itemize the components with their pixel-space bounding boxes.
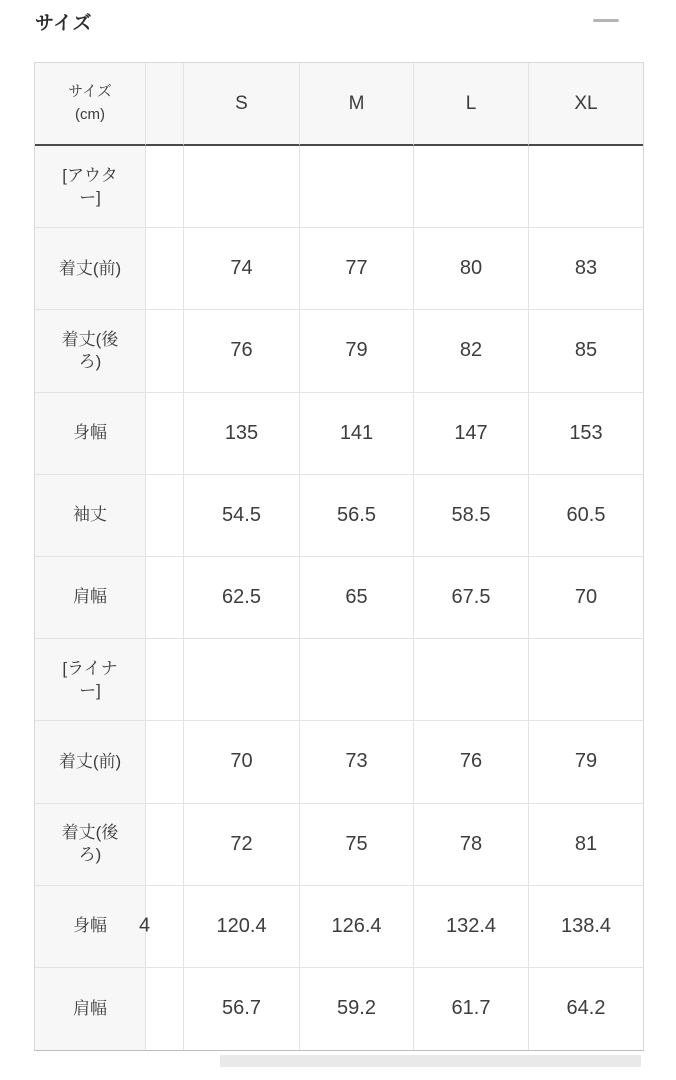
column-header-xl: XL: [529, 63, 643, 146]
value-cell: 132.4: [414, 886, 529, 968]
value-cell: 141: [300, 393, 414, 475]
partial-column-cell: [146, 228, 184, 310]
row-label: 着丈(前): [35, 721, 146, 803]
partial-column-cell: [146, 721, 184, 803]
value-cell: 59.2: [300, 968, 414, 1050]
value-cell: [300, 146, 414, 228]
value-cell: [300, 639, 414, 721]
row-label: 身幅: [35, 393, 146, 475]
value-cell: 153: [529, 393, 643, 475]
partial-column-cell: [146, 393, 184, 475]
value-cell: 82: [414, 310, 529, 392]
value-cell: 79: [300, 310, 414, 392]
row-label: 肩幅: [35, 557, 146, 639]
row-label-liner: [ライナ ー]: [35, 639, 146, 721]
size-table-scroll-area[interactable]: [34, 62, 644, 1051]
horizontal-scrollbar-thumb[interactable]: [220, 1055, 641, 1067]
column-header-s: S: [184, 63, 300, 146]
value-cell: [414, 639, 529, 721]
row-label: 着丈(前): [35, 228, 146, 310]
value-cell: 76: [414, 721, 529, 803]
column-header-m: M: [300, 63, 414, 146]
partial-column-cell: [146, 804, 184, 886]
value-cell: 65: [300, 557, 414, 639]
row-label-outer: [アウタ ー]: [35, 146, 146, 228]
row-label: 袖丈: [35, 475, 146, 557]
partial-column-cell: [146, 475, 184, 557]
value-cell: 78: [414, 804, 529, 886]
value-cell: 79: [529, 721, 643, 803]
value-cell: 62.5: [184, 557, 300, 639]
row-label: 肩幅: [35, 968, 146, 1050]
partial-column-cell: [146, 557, 184, 639]
value-cell: [184, 639, 300, 721]
section-title: サイズ: [35, 13, 92, 34]
horizontal-scrollbar-track[interactable]: [35, 1055, 643, 1067]
value-cell: 61.7: [414, 968, 529, 1050]
value-cell: 54.5: [184, 475, 300, 557]
value-cell: 64.2: [529, 968, 643, 1050]
value-cell: 135: [184, 393, 300, 475]
collapse-minus-icon[interactable]: [593, 19, 619, 22]
value-cell: 74: [184, 228, 300, 310]
row-label: 着丈(後 ろ): [35, 804, 146, 886]
value-cell: 80: [414, 228, 529, 310]
value-cell: 70: [529, 557, 643, 639]
value-cell: 75: [300, 804, 414, 886]
value-cell: 85: [529, 310, 643, 392]
value-cell: 56.5: [300, 475, 414, 557]
value-cell: 72: [184, 804, 300, 886]
value-cell: 56.7: [184, 968, 300, 1050]
value-cell: [184, 146, 300, 228]
value-cell: 58.5: [414, 475, 529, 557]
row-label: 身幅: [35, 886, 146, 968]
value-cell: 77: [300, 228, 414, 310]
value-cell: [414, 146, 529, 228]
value-cell: 126.4: [300, 886, 414, 968]
partial-column-cell: [146, 310, 184, 392]
value-cell: [529, 146, 643, 228]
size-table: [34, 62, 644, 1051]
column-header-l: L: [414, 63, 529, 146]
value-cell: [529, 639, 643, 721]
value-cell: 120.4: [184, 886, 300, 968]
value-cell: 147: [414, 393, 529, 475]
partial-column-header: [146, 63, 184, 146]
table-corner-header: サイズ (cm): [35, 63, 146, 146]
value-cell: 70: [184, 721, 300, 803]
partial-column-cell: [146, 639, 184, 721]
clipped-value-fragment: 4: [139, 914, 151, 937]
value-cell: 138.4: [529, 886, 643, 968]
value-cell: 81: [529, 804, 643, 886]
partial-column-cell: [139, 886, 184, 968]
value-cell: 76: [184, 310, 300, 392]
value-cell: 83: [529, 228, 643, 310]
value-cell: 60.5: [529, 475, 643, 557]
partial-column-cell: [146, 146, 184, 228]
partial-column-cell: [146, 968, 184, 1050]
row-label: 着丈(後 ろ): [35, 310, 146, 392]
value-cell: 67.5: [414, 557, 529, 639]
value-cell: 73: [300, 721, 414, 803]
